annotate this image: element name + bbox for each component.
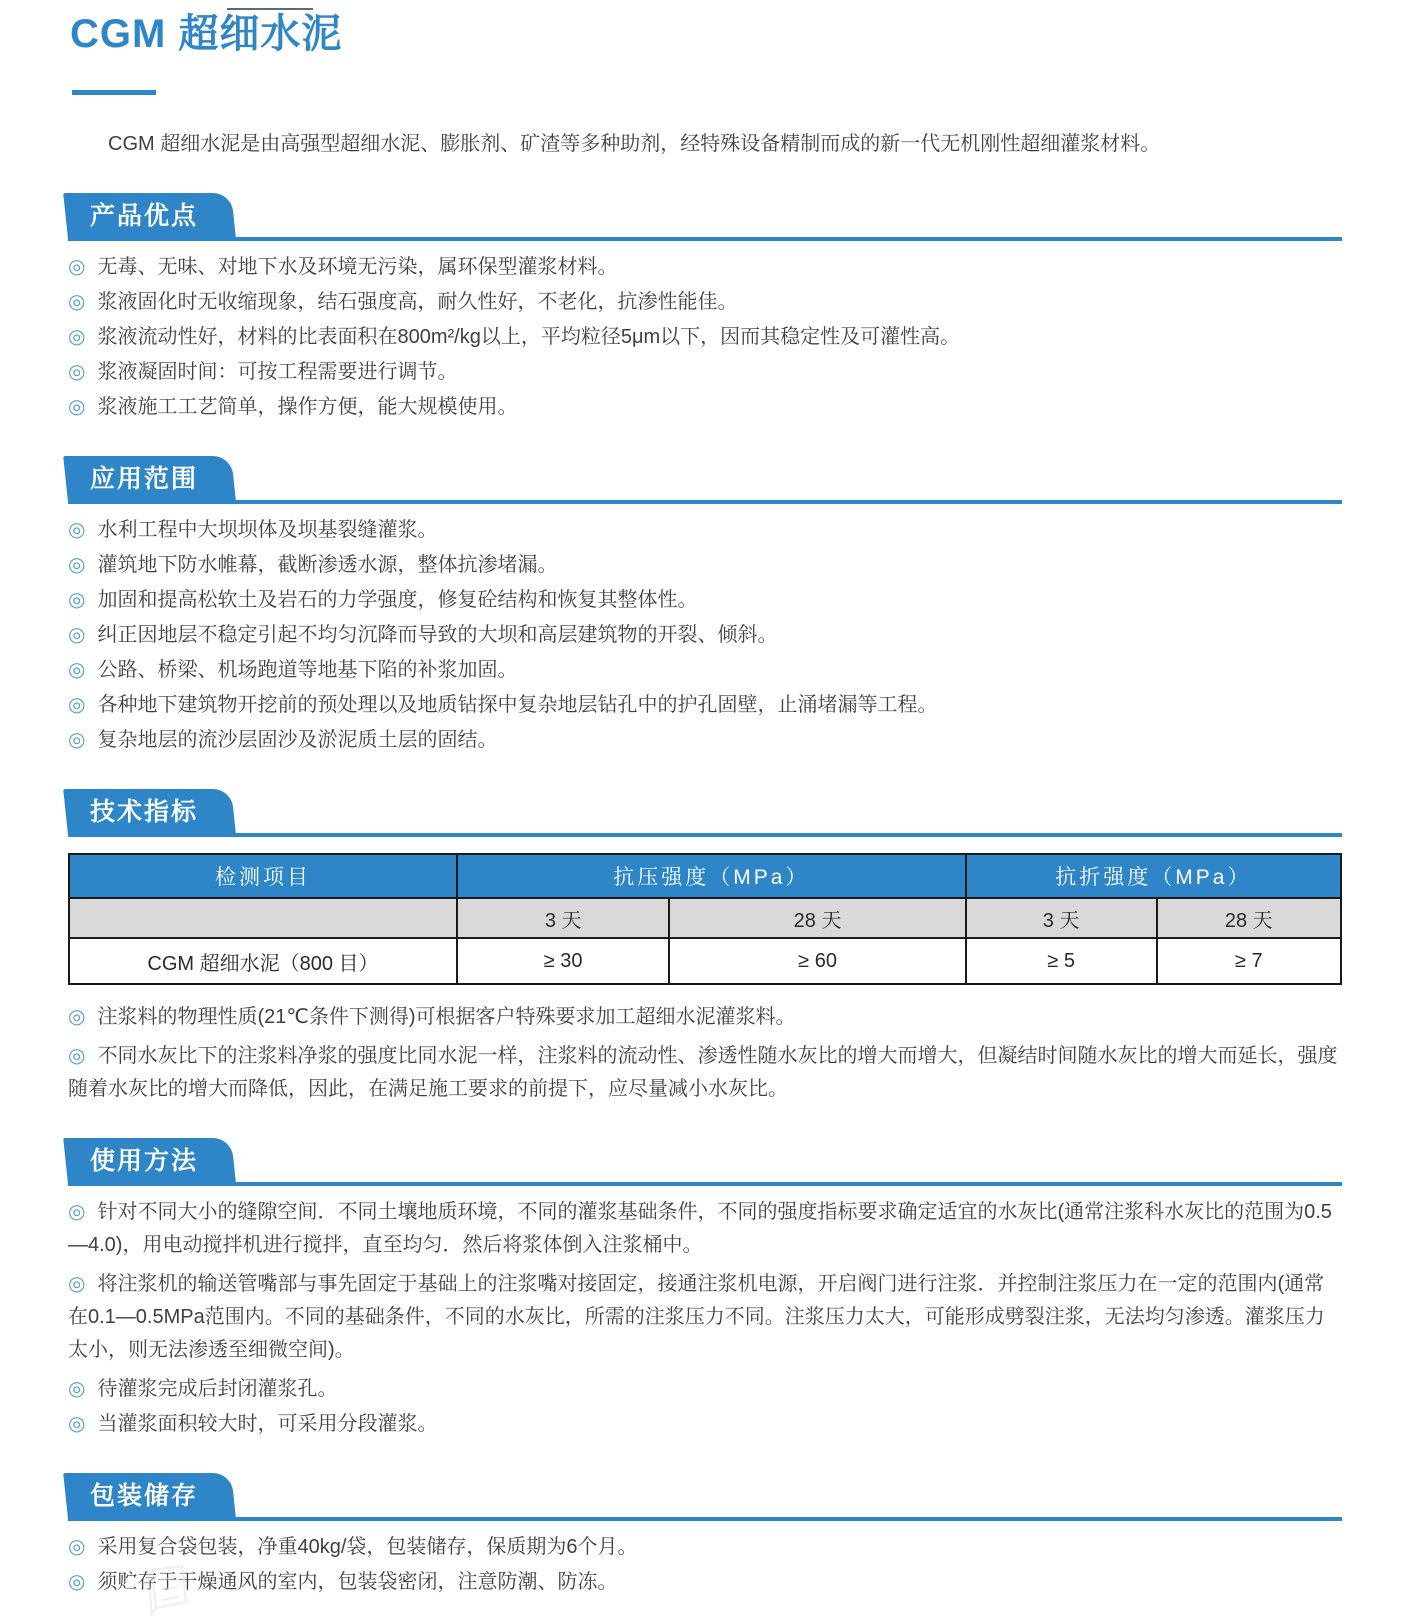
list-item	[68, 654, 1342, 687]
section-header-advantages	[68, 191, 1342, 241]
list-item	[68, 584, 1342, 617]
section-header-usage	[68, 1136, 1342, 1186]
page-title: CGM 超细水泥	[70, 12, 343, 56]
list-item	[68, 1373, 1342, 1406]
list-item	[68, 286, 1342, 319]
section-tab-advantages	[68, 193, 236, 239]
bullseye-bullet-icon: ◎	[68, 729, 86, 751]
bullet-text: 针对不同大小的缝隙空间．不同土壤地质环境，不同的灌浆基础条件，不同的强度指标要求确定适宜的水灰比(通常注浆科水灰比的范围为0.5—4.0)，用电动搅拌机进行搅拌，直至均匀．然后将浆体倒入注浆桶中。	[68, 1201, 1332, 1256]
top-crop-artifact	[227, 8, 313, 10]
list-item	[68, 1566, 1342, 1599]
bullseye-bullet-icon: ◎	[68, 554, 86, 576]
list-item	[68, 391, 1342, 424]
section-header-applications	[68, 454, 1342, 504]
bullet-text: 纠正因地层不稳定引起不均匀沉降而导致的大坝和高层建筑物的开裂、倾斜。	[97, 624, 778, 646]
list-item	[68, 321, 1342, 354]
datasheet-page	[0, 8, 1406, 1599]
row-value: ≥ 5	[966, 938, 1157, 984]
list-item	[68, 1040, 1342, 1106]
bullseye-bullet-icon: ◎	[68, 694, 86, 716]
bullet-text: 加固和提高松软土及岩石的力学强度，修复砼结构和恢复其整体性。	[97, 589, 698, 611]
list-item	[68, 356, 1342, 389]
bullseye-bullet-icon: ◎	[68, 361, 86, 383]
list-item	[68, 1001, 1342, 1034]
section-heading-usage: 使用方法	[90, 1147, 199, 1175]
section-heading-applications: 应用范围	[90, 465, 199, 493]
bullet-text: 各种地下建筑物开挖前的预处理以及地质钻探中复杂地层钻孔中的护孔固壁，止涌堵漏等工程。	[97, 694, 938, 716]
section-heading-packaging: 包装储存	[90, 1482, 199, 1510]
bullet-text: 当灌浆面积较大时，可采用分段灌浆。	[97, 1413, 438, 1435]
col-header-compressive: 抗压强度（MPa）	[457, 854, 966, 898]
specs-notes	[68, 1001, 1342, 1106]
list-item	[68, 619, 1342, 652]
section-tab-applications	[68, 456, 236, 502]
bullseye-bullet-icon: ◎	[68, 1536, 86, 1558]
specs-table-header-row	[69, 854, 1341, 898]
applications-list	[68, 514, 1342, 757]
table-row	[69, 938, 1341, 984]
col-header-flexural: 抗折强度（MPa）	[966, 854, 1341, 898]
list-item	[68, 1531, 1342, 1564]
bullseye-bullet-icon: ◎	[68, 396, 86, 418]
subheader-cell: 28 天	[1157, 898, 1341, 938]
list-item	[68, 1408, 1342, 1441]
bullet-text: 浆液固化时无收缩现象，结石强度高，耐久性好，不老化，抗渗性能佳。	[97, 291, 738, 313]
row-value: ≥ 30	[457, 938, 669, 984]
bullet-text: 水利工程中大坝坝体及坝基裂缝灌浆。	[97, 519, 438, 541]
bullet-text: 须贮存于干燥通风的室内，包装袋密闭，注意防潮、防冻。	[97, 1571, 618, 1593]
list-item	[68, 689, 1342, 722]
advantages-list	[68, 251, 1342, 424]
packaging-list	[68, 1531, 1342, 1599]
col-header-item: 检测项目	[69, 854, 457, 898]
bullseye-bullet-icon: ◎	[68, 624, 86, 646]
intro-paragraph: CGM 超细水泥是由高强型超细水泥、膨胀剂、矿渣等多种助剂，经特殊设备精制而成的新一代无机刚性超细灌浆材料。	[108, 133, 1161, 155]
list-item	[68, 724, 1342, 757]
list-item	[68, 514, 1342, 547]
bullseye-bullet-icon: ◎	[68, 1378, 86, 1400]
list-item	[68, 1268, 1342, 1367]
bullseye-bullet-icon: ◎	[68, 291, 86, 313]
section-heading-specs: 技术指标	[90, 798, 199, 826]
section-header-specs	[68, 787, 1342, 837]
section-tab-specs	[68, 789, 236, 835]
specs-table	[68, 853, 1342, 985]
bullet-text: 将注浆机的输送管嘴部与事先固定于基础上的注浆嘴对接固定，接通注浆机电源，开启阀门进行注浆．并控制注浆压力在一定的范围内(通常在0.1—0.5MPa范围内。不同的基础条件，不同的水灰比，所需的注浆压力不同。注浆压力太大，可能形成劈裂注浆，无法均匀渗透。灌浆压力太小，则无法渗透至细微空间)。	[68, 1273, 1325, 1361]
bullseye-bullet-icon: ◎	[68, 326, 86, 348]
list-item	[68, 1196, 1342, 1262]
bullseye-bullet-icon: ◎	[68, 1201, 86, 1223]
bullet-text: 采用复合袋包装，净重40kg/袋，包装储存，保质期为6个月。	[97, 1536, 638, 1558]
bullseye-bullet-icon: ◎	[68, 519, 86, 541]
row-product-name: CGM 超细水泥（800 目）	[69, 938, 457, 984]
bullseye-bullet-icon: ◎	[68, 589, 86, 611]
cement-bag-watermark-icon	[130, 1562, 200, 1622]
section-header-packaging	[68, 1471, 1342, 1521]
subheader-cell: 28 天	[669, 898, 965, 938]
usage-list	[68, 1196, 1342, 1441]
bullet-text: 浆液施工工艺简单，操作方便，能大规模使用。	[97, 396, 518, 418]
bullseye-bullet-icon: ◎	[68, 1413, 86, 1435]
section-tab-usage	[68, 1138, 236, 1184]
subheader-empty-cell	[69, 898, 457, 938]
title-underline-dash	[72, 90, 156, 95]
bullet-text: 浆液凝固时间：可按工程需要进行调节。	[97, 361, 458, 383]
bullseye-bullet-icon: ◎	[68, 1045, 86, 1067]
bullet-text: 待灌浆完成后封闭灌浆孔。	[97, 1378, 338, 1400]
bullet-text: 注浆料的物理性质(21℃条件下测得)可根据客户特殊要求加工超细水泥灌浆料。	[97, 1006, 796, 1028]
bullet-text: 浆液流动性好，材料的比表面积在800m²/kg以上，平均粒径5μm以下，因而其稳定性及可灌性高。	[97, 326, 961, 348]
bullseye-bullet-icon: ◎	[68, 1006, 86, 1028]
section-heading-advantages: 产品优点	[90, 202, 199, 230]
list-item	[68, 251, 1342, 284]
bullet-text: 灌筑地下防水帷幕，截断渗透水源，整体抗渗堵漏。	[97, 554, 558, 576]
bullet-text: 无毒、无味、对地下水及环境无污染，属环保型灌浆材料。	[97, 256, 618, 278]
bullseye-bullet-icon: ◎	[68, 659, 86, 681]
section-tab-packaging	[68, 1473, 236, 1519]
bullseye-bullet-icon: ◎	[68, 1571, 86, 1593]
bullet-text: 不同水灰比下的注浆料净浆的强度比同水泥一样，注浆料的流动性、渗透性随水灰比的增大而增大，但凝结时间随水灰比的增大而延长，强度随着水灰比的增大而降低，因此，在满足施工要求的前提下，应尽量减小水灰比。	[68, 1045, 1338, 1100]
subheader-cell: 3 天	[966, 898, 1157, 938]
row-value: ≥ 60	[669, 938, 965, 984]
bullseye-bullet-icon: ◎	[68, 1273, 86, 1295]
bullet-text: 公路、桥梁、机场跑道等地基下陷的补浆加固。	[97, 659, 518, 681]
bullseye-bullet-icon: ◎	[68, 256, 86, 278]
list-item	[68, 549, 1342, 582]
row-value: ≥ 7	[1157, 938, 1341, 984]
bullet-text: 复杂地层的流沙层固沙及淤泥质土层的固结。	[97, 729, 498, 751]
specs-table-subheader-row	[69, 898, 1341, 938]
subheader-cell: 3 天	[457, 898, 669, 938]
